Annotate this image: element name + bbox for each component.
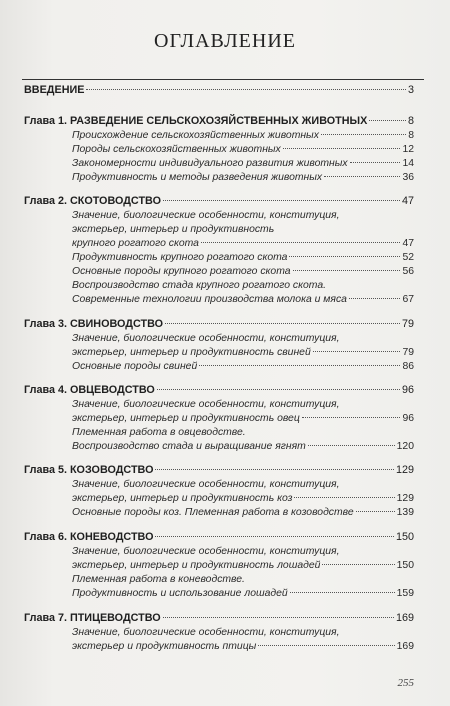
toc-entry-title: Воспроизводство стада и выращивание ягнят — [72, 441, 306, 452]
toc-section-entry — [72, 587, 414, 600]
toc-entry-title: Глава 6. КОНЕВОДСТВО — [24, 531, 154, 543]
toc-section-entry — [72, 492, 414, 505]
dot-leader — [322, 564, 394, 565]
toc-page-number: 96 — [402, 413, 414, 424]
toc-entry-title: Продуктивность крупного рогатого скота — [72, 252, 288, 263]
toc-entry-title: Значение, биологические особенности, конституция, — [72, 479, 340, 490]
toc-page-number: 47 — [402, 238, 414, 249]
toc-page-number: 8 — [407, 115, 414, 127]
toc-entry-title: Основные породы свиней — [72, 361, 198, 372]
toc-section-entry — [72, 279, 414, 292]
toc-entry-title: экстерьер, интерьер и продуктивность — [72, 224, 275, 235]
toc-entry-title: Глава 5. КОЗОВОДСТВО — [24, 464, 154, 476]
toc-entry-title: Глава 7. ПТИЦЕВОДСТВО — [24, 612, 161, 624]
toc-section-entry — [72, 157, 414, 170]
toc-page-number: 3 — [407, 84, 414, 96]
toc-page-number: 150 — [396, 560, 414, 571]
dot-leader — [201, 242, 400, 243]
dot-leader — [369, 120, 406, 121]
toc-page-number: 86 — [402, 361, 414, 372]
toc-entry-title: Значение, биологические особенности, конституция, — [72, 546, 340, 557]
dot-leader — [163, 617, 394, 618]
toc-section-entry — [72, 251, 414, 264]
toc-page-number: 129 — [395, 464, 414, 476]
dot-leader — [258, 645, 394, 646]
dot-leader — [293, 270, 401, 271]
toc-entry-title: Племенная работа в коневодстве. — [72, 574, 245, 585]
toc-section-entry — [72, 640, 414, 653]
toc-section-entry — [72, 440, 414, 453]
dot-leader — [350, 162, 401, 163]
toc-entry-title: Породы сельскохозяйственных животных — [72, 144, 281, 155]
dot-leader — [349, 298, 400, 299]
toc-page-number: 8 — [408, 130, 414, 141]
toc-section-entry — [72, 346, 414, 359]
toc-section-entry — [72, 398, 414, 411]
dot-leader — [157, 389, 400, 390]
toc-section-entry — [72, 332, 414, 345]
toc-entry-title: Глава 2. СКОТОВОДСТВО — [24, 195, 161, 207]
toc-chapter-entry — [24, 115, 414, 128]
toc-section-entry — [72, 559, 414, 572]
toc-page-number: 150 — [395, 531, 414, 543]
toc-section-entry — [72, 143, 414, 156]
toc-page-number: 56 — [402, 266, 414, 277]
dot-leader — [324, 176, 400, 177]
toc-entry-title: Происхождение сельскохозяйственных животных — [72, 130, 319, 141]
toc-entry-title: Значение, биологические особенности, конституция, — [72, 627, 340, 638]
dot-leader — [289, 256, 400, 257]
toc-entry-title: Значение, биологические особенности, конституция, — [72, 399, 340, 410]
dot-leader — [155, 469, 394, 470]
dot-leader — [356, 511, 395, 512]
toc-page-number: 36 — [402, 172, 414, 183]
toc-section-entry — [72, 545, 414, 558]
dot-leader — [302, 417, 401, 418]
toc-entry-title: ВВЕДЕНИЕ — [24, 84, 85, 96]
dot-leader — [321, 134, 406, 135]
toc-page-number: 96 — [401, 384, 414, 396]
toc-entry-title: Значение, биологические особенности, конституция, — [72, 210, 340, 221]
toc-entry-title: Продуктивность и использование лошадей — [72, 588, 288, 599]
toc-entry-title: крупного рогатого скота — [72, 238, 199, 249]
toc-page-number: 129 — [396, 493, 414, 504]
toc-entry-title: Основные породы крупного рогатого скота — [72, 266, 291, 277]
toc-page-number: 52 — [402, 252, 414, 263]
dot-leader — [199, 365, 400, 366]
toc-entry-title: экстерьер и продуктивность птицы — [72, 641, 257, 652]
toc-page-number: 169 — [396, 641, 414, 652]
toc-page-number: 67 — [402, 294, 414, 305]
dot-leader — [308, 445, 395, 446]
dot-leader — [290, 592, 395, 593]
dot-leader — [155, 536, 394, 537]
toc-section-entry — [72, 573, 414, 586]
toc-page-number: 47 — [401, 195, 414, 207]
toc-entry-title: Основные породы коз. Племенная работа в козоводстве — [72, 507, 354, 518]
toc-page-number: 14 — [402, 158, 414, 169]
toc-entry-title: Современные технологии производства молока и мяса — [72, 294, 347, 305]
toc-section-entry — [72, 506, 414, 519]
toc-entry-title: Племенная работа в овцеводстве. — [72, 427, 246, 438]
dot-leader — [294, 497, 394, 498]
toc-page-number: 169 — [395, 612, 414, 624]
toc-entry-title: Продуктивность и методы разведения животных — [72, 172, 323, 183]
toc-chapter-entry — [24, 84, 414, 97]
dot-leader — [163, 200, 400, 201]
toc-entry-title: Воспроизводство стада крупного рогатого скота. — [72, 280, 326, 291]
toc-section-entry — [72, 426, 414, 439]
toc-section-entry — [72, 223, 414, 236]
toc-chapter-entry — [24, 318, 414, 331]
toc-entry-title: экстерьер, интерьер и продуктивность лошадей — [72, 560, 321, 571]
toc-entry-title: Глава 3. СВИНОВОДСТВО — [24, 318, 164, 330]
toc-section-entry — [72, 360, 414, 373]
toc-page-number: 159 — [396, 588, 414, 599]
toc-page-number: 79 — [401, 318, 414, 330]
toc-page-number: 120 — [396, 441, 414, 452]
toc-entry-title: Глава 1. РАЗВЕДЕНИЕ СЕЛЬСКОХОЗЯЙСТВЕННЫХ ЖИВОТНЫХ — [24, 115, 368, 127]
toc-section-entry — [72, 209, 414, 222]
toc-page-number: 12 — [402, 144, 414, 155]
toc-entry-title: Глава 4. ОВЦЕВОДСТВО — [24, 384, 155, 396]
dot-leader — [283, 148, 401, 149]
dot-leader — [86, 89, 406, 90]
toc-section-entry — [72, 626, 414, 639]
toc-section-entry — [72, 293, 414, 306]
toc-section-entry — [72, 171, 414, 184]
toc-chapter-entry — [24, 464, 414, 477]
toc-section-entry — [72, 265, 414, 278]
page-number: 255 — [397, 677, 414, 689]
page-title: ОГЛАВЛЕНИЕ — [154, 30, 296, 52]
toc-section-entry — [72, 129, 414, 142]
toc-entry-title: Значение, биологические особенности, конституция, — [72, 333, 340, 344]
toc-chapter-entry — [24, 612, 414, 625]
dot-leader — [165, 323, 400, 324]
toc-section-entry — [72, 237, 414, 250]
toc-section-entry — [72, 478, 414, 491]
toc-page-number: 139 — [396, 507, 414, 518]
toc-entry-title: экстерьер, интерьер и продуктивность свиней — [72, 347, 311, 358]
toc-entry-title: Закономерности индивидуального развития животных — [72, 158, 348, 169]
dot-leader — [313, 351, 401, 352]
toc-chapter-entry — [24, 195, 414, 208]
toc-chapter-entry — [24, 531, 414, 544]
toc-section-entry — [72, 412, 414, 425]
toc-page-number: 79 — [402, 347, 414, 358]
toc-entry-title: экстерьер, интерьер и продуктивность коз — [72, 493, 293, 504]
toc-chapter-entry — [24, 384, 414, 397]
toc-entry-title: экстерьер, интерьер и продуктивность овец — [72, 413, 300, 424]
